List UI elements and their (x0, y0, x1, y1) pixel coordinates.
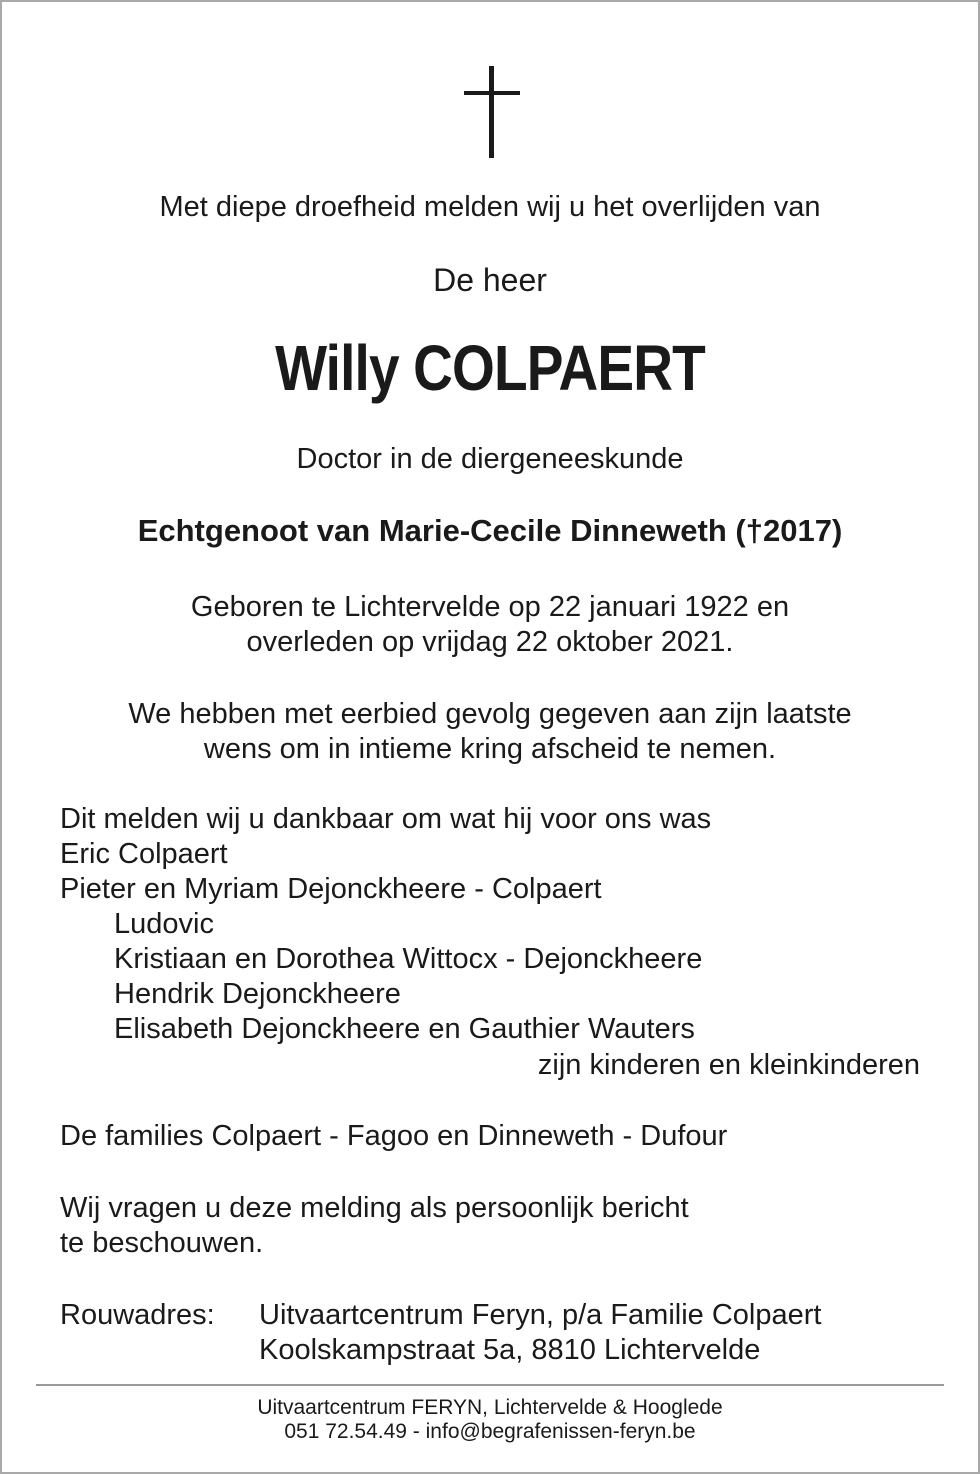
birth-death-info (0, 590, 980, 660)
request-text (60, 1191, 689, 1261)
last-wish (0, 697, 980, 767)
intro-text: Met diepe droefheid melden wij u het overlijden van (159, 191, 821, 223)
family-member: Eric Colpaert (60, 838, 228, 870)
request-line-1: Wij vragen u deze melding als persoonlijk bericht (60, 1192, 689, 1224)
cross-icon (464, 66, 520, 158)
footer-contact: 051 72.54.49 - info@begrafenissen-feryn.be (284, 1420, 696, 1443)
address-lines (259, 1298, 939, 1368)
grandchild: Hendrik Dejonckheere (114, 978, 401, 1010)
spouse-line: Echtgenoot van Marie-Cecile Dinneweth (†2017) (137, 513, 843, 548)
grandchild: Ludovic (114, 908, 214, 940)
salutation: De heer (433, 262, 547, 298)
footer-divider (36, 1384, 944, 1386)
relation-note: zijn kinderen en kleinkinderen (537, 1049, 920, 1081)
born-line-1: Geboren te Lichtervelde op 22 januari 1922 en (190, 591, 790, 623)
grandchild: Kristiaan en Dorothea Wittocx - Dejonckheere (114, 943, 703, 975)
address-label: Rouwadres: (60, 1299, 215, 1331)
request-line-2: te beschouwen. (60, 1227, 264, 1259)
grandchild: Elisabeth Dejonckheere en Gauthier Wauters (114, 1013, 695, 1045)
family-list (60, 802, 711, 1047)
families-line: De families Colpaert - Fagoo en Dinneweth - Dufour (60, 1120, 728, 1152)
deceased-name: Willy COLPAERT (275, 332, 705, 404)
wish-line-1: We hebben met eerbied gevolg gegeven aan zijn laatste (128, 698, 852, 730)
family-intro: Dit melden wij u dankbaar om wat hij voor ons was (60, 803, 712, 835)
funeral-home-footer (0, 1396, 980, 1444)
profession: Doctor in de diergeneeskunde (296, 443, 684, 475)
family-member: Pieter en Myriam Dejonckheere - Colpaert (60, 873, 602, 905)
born-line-2: overleden op vrijdag 22 oktober 2021. (246, 626, 734, 658)
address-line-1: Uitvaartcentrum Feryn, p/a Familie Colpaert (259, 1299, 822, 1331)
footer-line-1: Uitvaartcentrum FERYN, Lichtervelde & Hooglede (257, 1396, 723, 1419)
address-line-2: Koolskampstraat 5a, 8810 Lichtervelde (259, 1334, 761, 1366)
wish-line-2: wens om in intieme kring afscheid te nemen. (203, 733, 777, 765)
